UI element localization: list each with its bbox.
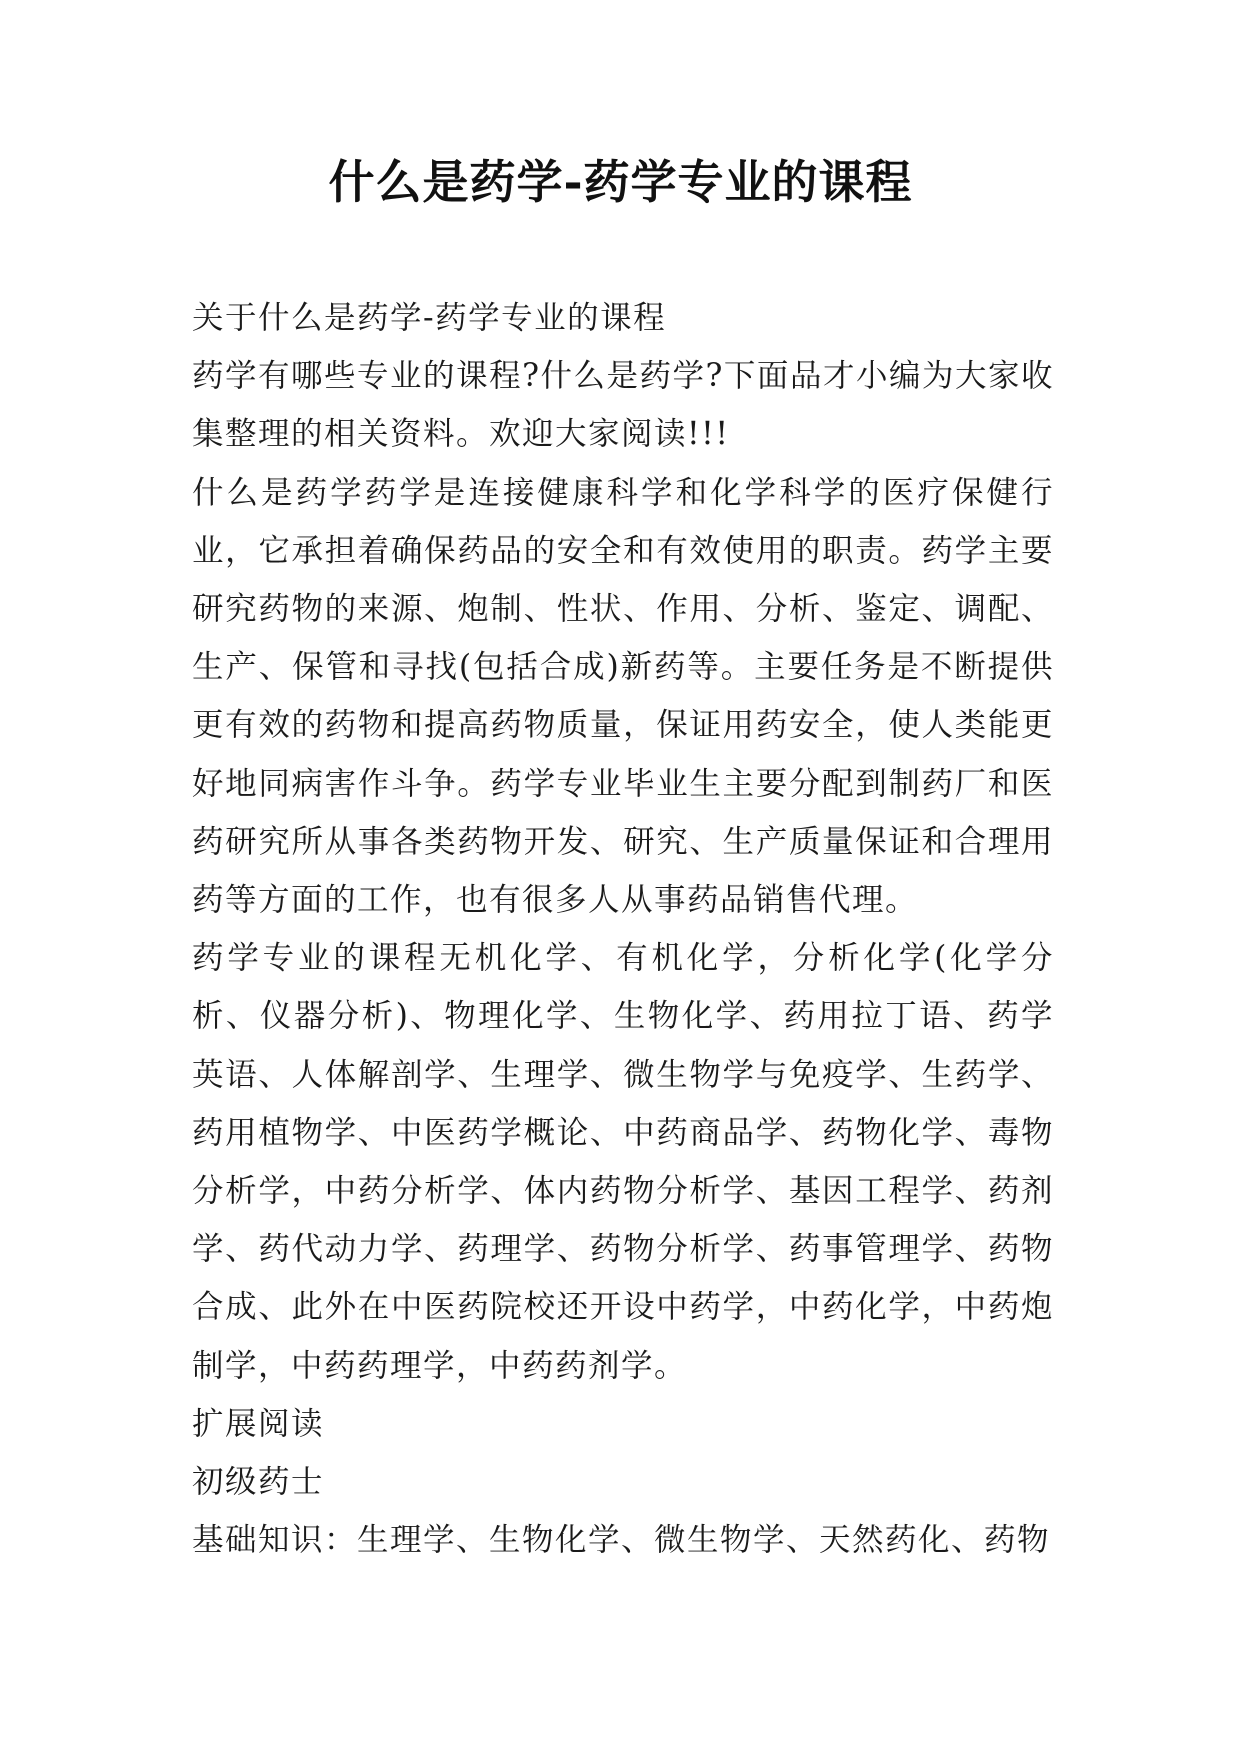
paragraph-what-is-pharmacy: 什么是药学药学是连接健康科学和化学科学的医疗保健行业，它承担着确保药品的安全和有效使用的职责。药学主要研究药物的来源、炮制、性状、作用、分析、鉴定、调配、生产、保管和寻找(包括合成)新药等。主要任务是不断提供更有效的药物和提高药物质量，保证用药安全，使人类能更好地同病害作斗争。药学专业毕业生主要分配到制药厂和医药研究所从事各类药物开发、研究、生产质量保证和合理用药等方面的工作，也有很多人从事药品销售代理。 [192,474,1054,919]
paragraph-intro: 药学有哪些专业的课程?什么是药学?下面品才小编为大家收集整理的相关资料。欢迎大家阅读!!! [192,358,1054,453]
paragraph-intro-heading: 关于什么是药学-药学专业的课程 [192,300,667,336]
paragraph-basic-knowledge: 基础知识：生理学、生物化学、微生物学、天然药化、药物 [192,1522,1051,1559]
paragraph-courses: 药学专业的课程无机化学、有机化学，分析化学(化学分析、仪器分析)、物理化学、生物化学、药用拉丁语、药学英语、人体解剖学、生理学、微生物学与免疫学、生药学、药用植物学、中医药学概论、中药商品学、药物化学、毒物分析学，中药分析学、体内药物分析学、基因工程学、药剂学、药代动力学、药理学、药物分析学、药事管理学、药物合成、此外在中医药院校还开设中药学，中药化学，中药炮制学，中药药理学，中药药剂学。 [192,940,1054,1384]
document-title: 什么是药学-药学专业的课程 [328,155,913,209]
document-body [192,289,1054,1569]
paragraph-extended-reading: 扩展阅读 [192,1405,325,1442]
paragraph-junior-pharmacist: 初级药士 [192,1464,325,1501]
